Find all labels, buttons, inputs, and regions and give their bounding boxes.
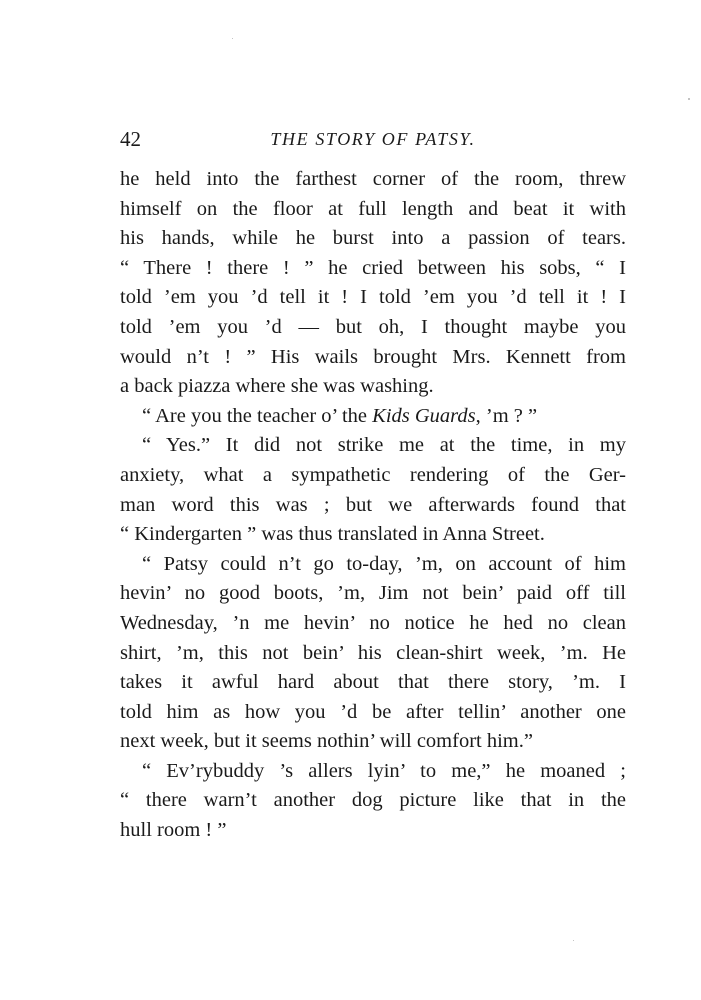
text-line: anxiety, what a sympathetic rendering of the Ger- [120, 463, 626, 486]
text-line: takes it awful hard about that there story, ’m. I [120, 671, 626, 694]
text-line: himself on the floor at full length and beat it with [120, 197, 626, 220]
paper-speck [232, 38, 233, 39]
paper-speck [573, 940, 574, 941]
text-line: told him as how you ’d be after tellin’ another one [120, 700, 626, 723]
text-line: told ’em you ’d tell it ! I told ’em you ’d tell it ! I [120, 286, 626, 309]
page-number: 42 [120, 127, 141, 151]
text-line: told ’em you ’d — but oh, I thought maybe you [120, 315, 626, 338]
text-line: “ Ev’rybuddy ’s allers lyin’ to me,” he moaned ; [142, 759, 626, 782]
text-line: he held into the farthest corner of the room, threw [120, 168, 626, 190]
running-head [120, 124, 626, 154]
line-text: , ’m ? ” [475, 404, 538, 427]
text-line: “ Kindergarten ” was thus translated in Anna Street. [120, 523, 545, 546]
text-line [120, 402, 626, 432]
text-line: “ There ! there ! ” he cried between his sobs, “ I [120, 256, 626, 279]
text-line: “ Yes.” It did not strike me at the time, in my [142, 434, 626, 457]
text-line: Wednesday, ’n me hevin’ no notice he hed no clean [120, 611, 626, 634]
text-line: shirt, ’m, this not bein’ his clean-shirt week, ’m. He [120, 641, 626, 664]
text-line: his hands, while he burst into a passion of tears. [120, 227, 626, 250]
text-line: man word this was ; but we afterwards found that [120, 493, 626, 516]
running-title: THE STORY OF PATSY. [270, 129, 476, 149]
text-line: “ Patsy could n’t go to-day, ’m, on account of him [142, 552, 626, 575]
text-line: next week, but it seems nothin’ will comfort him.” [120, 730, 533, 753]
text-line: hevin’ no good boots, ’m, Jim not bein’ paid off till [120, 582, 626, 605]
text-line: would n’t ! ” His wails brought Mrs. Kennett from [120, 345, 626, 368]
paper-speck [688, 98, 690, 100]
text-line: “ there warn’t another dog picture like that in the [120, 789, 626, 812]
body-text [120, 165, 626, 846]
line-text: “ Are you the teacher o’ the [142, 404, 373, 427]
text-line: hull room ! ” [120, 819, 227, 842]
text-line: a back piazza where she was washing. [120, 375, 434, 398]
italic-phrase: Kids Guards [372, 404, 476, 427]
